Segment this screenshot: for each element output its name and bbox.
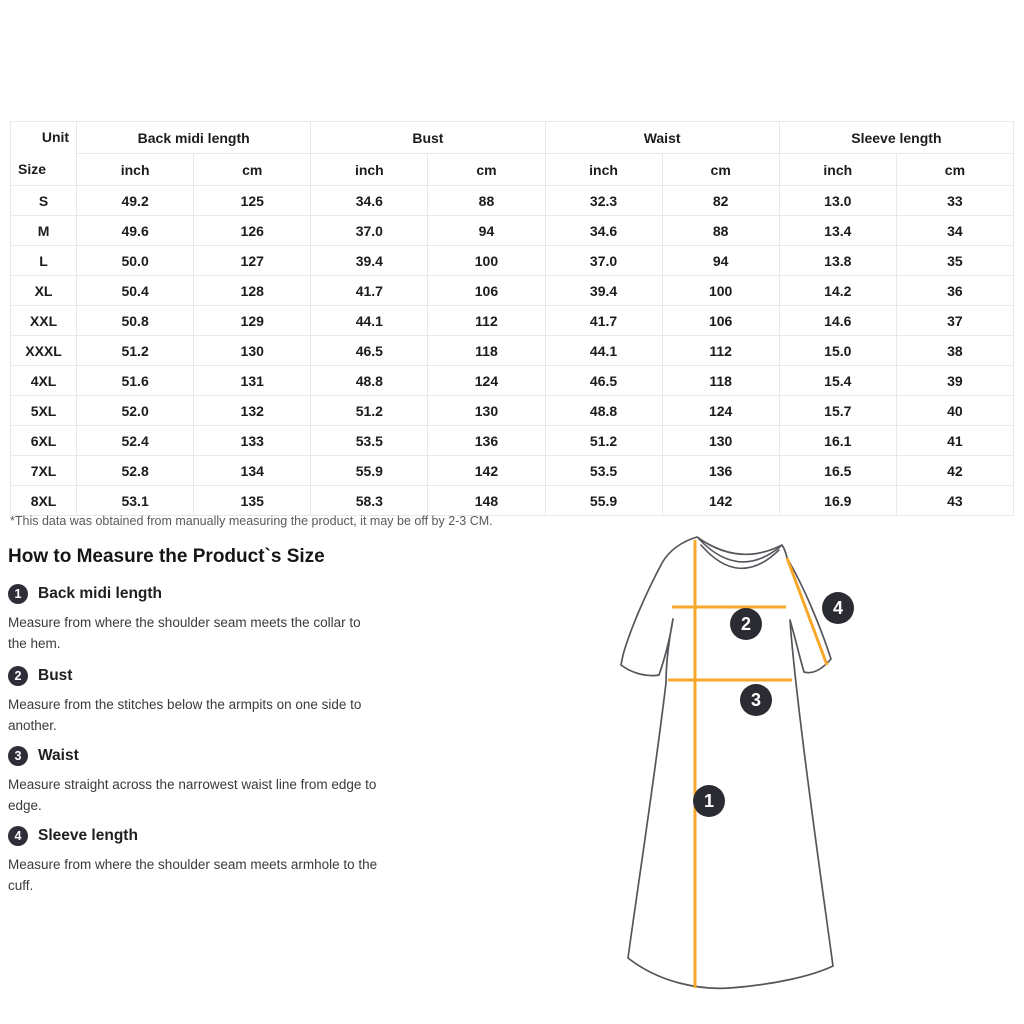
- value-cell: 13.0: [779, 186, 896, 216]
- svg-text:3: 3: [750, 690, 762, 710]
- value-cell: 39: [896, 366, 1013, 396]
- table-row: [11, 396, 1014, 426]
- value-cell: 88: [428, 186, 545, 216]
- value-cell: 55.9: [545, 486, 662, 516]
- value-cell: 41.7: [545, 306, 662, 336]
- value-cell: 124: [428, 366, 545, 396]
- unit-header: inch: [77, 154, 194, 186]
- size-chart-table: [10, 121, 1014, 516]
- value-cell: 51.2: [545, 426, 662, 456]
- value-cell: 41.7: [311, 276, 428, 306]
- measure-item-sleeve-length: [8, 826, 388, 897]
- value-cell: 39.4: [545, 276, 662, 306]
- corner-size-label: Size: [18, 161, 47, 177]
- value-cell: 40: [896, 396, 1013, 426]
- value-cell: 39.4: [311, 246, 428, 276]
- size-cell: XXL: [11, 306, 77, 336]
- value-cell: 15.4: [779, 366, 896, 396]
- value-cell: 148: [428, 486, 545, 516]
- size-chart-body: [11, 186, 1014, 516]
- value-cell: 50.4: [77, 276, 194, 306]
- table-row: [11, 306, 1014, 336]
- value-cell: 16.1: [779, 426, 896, 456]
- unit-header: cm: [428, 154, 545, 186]
- value-cell: 16.5: [779, 456, 896, 486]
- column-group-waist: Waist: [545, 122, 779, 154]
- value-cell: 100: [662, 276, 779, 306]
- how-to-title: How to Measure the Product`s Size: [8, 546, 325, 567]
- value-cell: 52.4: [77, 426, 194, 456]
- svg-text:1: 1: [703, 791, 715, 811]
- table-row: [11, 336, 1014, 366]
- svg-text:4: 4: [832, 598, 844, 618]
- table-row: [11, 216, 1014, 246]
- size-cell: 8XL: [11, 486, 77, 516]
- unit-header-row: [11, 154, 1014, 186]
- value-cell: 124: [662, 396, 779, 426]
- corner-cell: [11, 122, 77, 186]
- measure-item-bust: [8, 666, 388, 737]
- item-description: Measure from where the shoulder seam meets armhole to the cuff.: [8, 857, 378, 893]
- value-cell: 130: [194, 336, 311, 366]
- value-cell: 50.8: [77, 306, 194, 336]
- item-description: Measure from where the shoulder seam meets the collar to the hem.: [8, 615, 361, 651]
- table-row: [11, 456, 1014, 486]
- value-cell: 142: [428, 456, 545, 486]
- value-cell: 34.6: [311, 186, 428, 216]
- item-label: Bust: [38, 667, 73, 684]
- size-cell: 6XL: [11, 426, 77, 456]
- value-cell: 15.7: [779, 396, 896, 426]
- value-cell: 106: [428, 276, 545, 306]
- table-row: [11, 186, 1014, 216]
- value-cell: 49.2: [77, 186, 194, 216]
- value-cell: 48.8: [311, 366, 428, 396]
- item-label: Back midi length: [38, 585, 163, 602]
- value-cell: 134: [194, 456, 311, 486]
- item-label: Waist: [38, 747, 79, 764]
- value-cell: 53.5: [311, 426, 428, 456]
- size-cell: XXXL: [11, 336, 77, 366]
- size-cell: M: [11, 216, 77, 246]
- measurement-note: *This data was obtained from manually measuring the product, it may be off by 2-3 CM.: [10, 514, 493, 528]
- item-number-badge: 2: [8, 666, 28, 686]
- value-cell: 128: [194, 276, 311, 306]
- unit-header: inch: [311, 154, 428, 186]
- table-row: [11, 426, 1014, 456]
- value-cell: 13.8: [779, 246, 896, 276]
- size-cell: L: [11, 246, 77, 276]
- value-cell: 112: [662, 336, 779, 366]
- value-cell: 136: [662, 456, 779, 486]
- value-cell: 43: [896, 486, 1013, 516]
- dress-diagram: [598, 523, 898, 1023]
- unit-header: inch: [779, 154, 896, 186]
- value-cell: 129: [194, 306, 311, 336]
- value-cell: 46.5: [311, 336, 428, 366]
- value-cell: 58.3: [311, 486, 428, 516]
- value-cell: 132: [194, 396, 311, 426]
- value-cell: 14.6: [779, 306, 896, 336]
- unit-header: cm: [896, 154, 1013, 186]
- unit-header: cm: [194, 154, 311, 186]
- svg-text:2: 2: [740, 614, 752, 634]
- value-cell: 51.2: [311, 396, 428, 426]
- column-group-back-midi-length: Back midi length: [77, 122, 311, 154]
- table-row: [11, 246, 1014, 276]
- value-cell: 49.6: [77, 216, 194, 246]
- value-cell: 33: [896, 186, 1013, 216]
- value-cell: 118: [428, 336, 545, 366]
- table-row: [11, 486, 1014, 516]
- value-cell: 126: [194, 216, 311, 246]
- marker-1: [693, 785, 725, 817]
- column-group-bust: Bust: [311, 122, 545, 154]
- size-cell: S: [11, 186, 77, 216]
- size-cell: 4XL: [11, 366, 77, 396]
- value-cell: 44.1: [545, 336, 662, 366]
- value-cell: 142: [662, 486, 779, 516]
- value-cell: 32.3: [545, 186, 662, 216]
- value-cell: 118: [662, 366, 779, 396]
- value-cell: 41: [896, 426, 1013, 456]
- corner-unit-label: Unit: [41, 129, 70, 145]
- value-cell: 34.6: [545, 216, 662, 246]
- value-cell: 51.6: [77, 366, 194, 396]
- value-cell: 16.9: [779, 486, 896, 516]
- measure-item-back-midi-length: [8, 584, 388, 655]
- unit-header: cm: [662, 154, 779, 186]
- value-cell: 48.8: [545, 396, 662, 426]
- table-row: [11, 276, 1014, 306]
- value-cell: 52.8: [77, 456, 194, 486]
- value-cell: 34: [896, 216, 1013, 246]
- column-group-sleeve-length: Sleeve length: [779, 122, 1013, 154]
- value-cell: 52.0: [77, 396, 194, 426]
- value-cell: 14.2: [779, 276, 896, 306]
- value-cell: 131: [194, 366, 311, 396]
- value-cell: 136: [428, 426, 545, 456]
- value-cell: 51.2: [77, 336, 194, 366]
- group-header-row: [11, 122, 1014, 154]
- measure-item-waist: [8, 746, 388, 817]
- value-cell: 53.5: [545, 456, 662, 486]
- unit-header: inch: [545, 154, 662, 186]
- value-cell: 55.9: [311, 456, 428, 486]
- size-cell: 7XL: [11, 456, 77, 486]
- value-cell: 15.0: [779, 336, 896, 366]
- value-cell: 37.0: [311, 216, 428, 246]
- size-cell: XL: [11, 276, 77, 306]
- item-description: Measure straight across the narrowest waist line from edge to edge.: [8, 777, 377, 813]
- value-cell: 94: [428, 216, 545, 246]
- value-cell: 13.4: [779, 216, 896, 246]
- value-cell: 106: [662, 306, 779, 336]
- value-cell: 127: [194, 246, 311, 276]
- marker-3: [740, 684, 772, 716]
- item-number-badge: 4: [8, 826, 28, 846]
- item-description: Measure from the stitches below the armpits on one side to another.: [8, 697, 362, 733]
- value-cell: 36: [896, 276, 1013, 306]
- value-cell: 130: [428, 396, 545, 426]
- value-cell: 46.5: [545, 366, 662, 396]
- marker-4: [822, 592, 854, 624]
- item-number-badge: 1: [8, 584, 28, 604]
- value-cell: 42: [896, 456, 1013, 486]
- value-cell: 135: [194, 486, 311, 516]
- size-cell: 5XL: [11, 396, 77, 426]
- value-cell: 94: [662, 246, 779, 276]
- value-cell: 38: [896, 336, 1013, 366]
- value-cell: 130: [662, 426, 779, 456]
- value-cell: 125: [194, 186, 311, 216]
- value-cell: 112: [428, 306, 545, 336]
- value-cell: 82: [662, 186, 779, 216]
- value-cell: 53.1: [77, 486, 194, 516]
- value-cell: 88: [662, 216, 779, 246]
- value-cell: 50.0: [77, 246, 194, 276]
- item-label: Sleeve length: [38, 827, 138, 844]
- value-cell: 37: [896, 306, 1013, 336]
- value-cell: 133: [194, 426, 311, 456]
- value-cell: 44.1: [311, 306, 428, 336]
- table-row: [11, 366, 1014, 396]
- marker-2: [730, 608, 762, 640]
- dress-outline: [621, 537, 833, 988]
- value-cell: 37.0: [545, 246, 662, 276]
- item-number-badge: 3: [8, 746, 28, 766]
- value-cell: 35: [896, 246, 1013, 276]
- value-cell: 100: [428, 246, 545, 276]
